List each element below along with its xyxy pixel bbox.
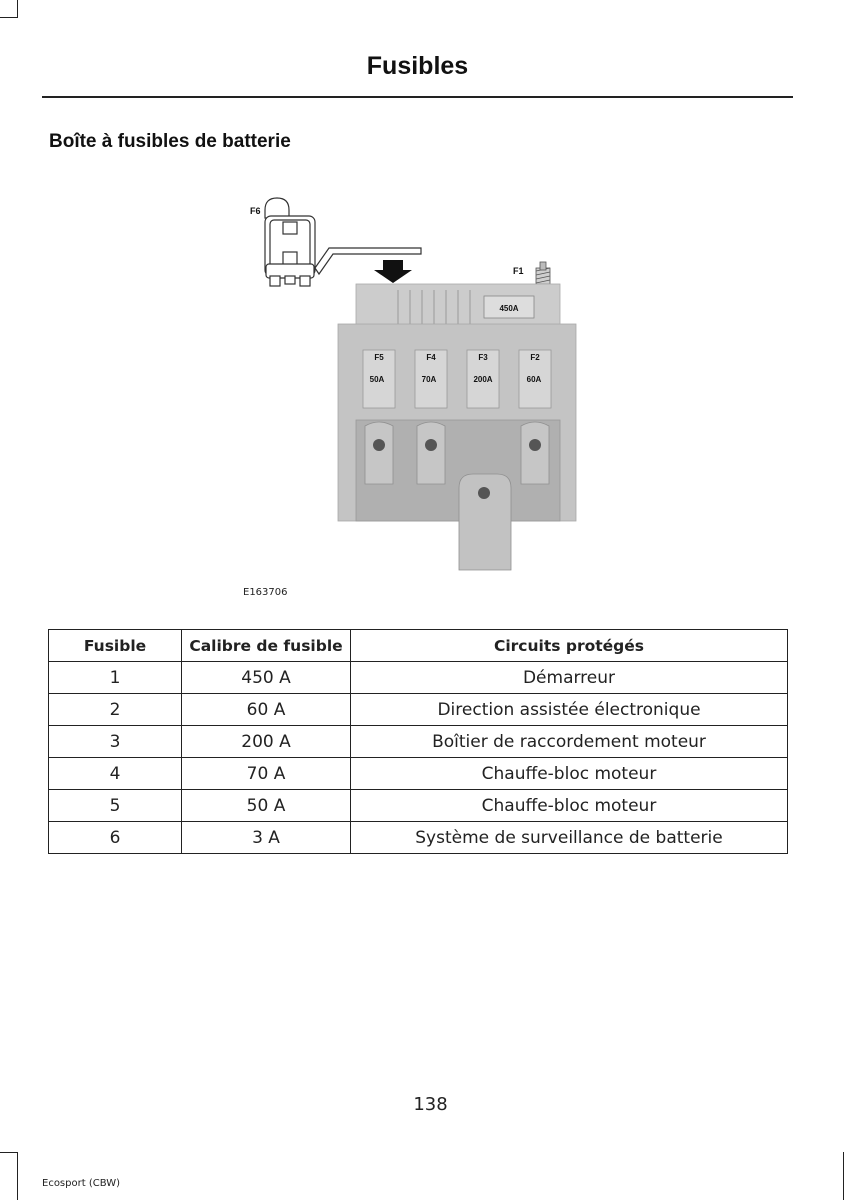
crop-mark-top-left-h bbox=[0, 17, 18, 18]
main-fuse-rating: 450A bbox=[499, 304, 519, 313]
fuse-slot-f3 bbox=[467, 350, 499, 408]
fuse-slot-rating: 60A bbox=[526, 375, 542, 384]
fuse-slot-id: F2 bbox=[530, 353, 540, 362]
column-header-circuits: Circuits protégés bbox=[351, 630, 788, 662]
cell-circuit: Chauffe-bloc moteur bbox=[351, 758, 788, 790]
footer-model-label: Ecosport (CBW) bbox=[42, 1178, 120, 1189]
fuse-slot-rating: 50A bbox=[369, 375, 385, 384]
crop-mark-top-left bbox=[17, 0, 18, 18]
cell-fuse-number: 1 bbox=[49, 662, 182, 694]
cell-circuit: Boîtier de raccordement moteur bbox=[351, 726, 788, 758]
fuse-slot-f2 bbox=[519, 350, 551, 408]
table-row bbox=[49, 790, 788, 822]
battery-fuse-box-diagram bbox=[230, 190, 610, 610]
fuse-slot-id: F3 bbox=[478, 353, 488, 362]
battery-terminal-tab bbox=[459, 474, 511, 570]
fuse-slot-rating: 70A bbox=[421, 375, 437, 384]
cell-fuse-rating: 450 A bbox=[182, 662, 351, 694]
cell-fuse-number: 2 bbox=[49, 694, 182, 726]
crop-mark-bottom-left-h bbox=[0, 1152, 18, 1153]
fuse-label-f1: F1 bbox=[513, 266, 524, 276]
cell-circuit: Chauffe-bloc moteur bbox=[351, 790, 788, 822]
crop-mark-bottom-left bbox=[17, 1152, 18, 1200]
header-rule bbox=[42, 96, 793, 98]
cell-circuit: Direction assistée électronique bbox=[351, 694, 788, 726]
cell-circuit: Démarreur bbox=[351, 662, 788, 694]
cell-fuse-rating: 200 A bbox=[182, 726, 351, 758]
cell-fuse-rating: 60 A bbox=[182, 694, 351, 726]
cell-fuse-rating: 50 A bbox=[182, 790, 351, 822]
section-title: Boîte à fusibles de batterie bbox=[49, 131, 291, 152]
cell-fuse-rating: 3 A bbox=[182, 822, 351, 854]
figure-code: E163706 bbox=[243, 587, 288, 598]
table-row bbox=[49, 822, 788, 854]
fuse-label-f6: F6 bbox=[250, 206, 261, 216]
down-arrow-icon bbox=[374, 260, 412, 283]
fuse-slot-f5 bbox=[363, 350, 395, 408]
fuse-slot-f4 bbox=[415, 350, 447, 408]
table-row bbox=[49, 694, 788, 726]
table-header-row bbox=[49, 630, 788, 662]
cell-fuse-number: 6 bbox=[49, 822, 182, 854]
table-row bbox=[49, 726, 788, 758]
table-row bbox=[49, 662, 788, 694]
column-header-calibre: Calibre de fusible bbox=[182, 630, 351, 662]
table-row bbox=[49, 758, 788, 790]
cell-fuse-number: 4 bbox=[49, 758, 182, 790]
f1-terminal-stud bbox=[536, 262, 550, 284]
cell-fuse-rating: 70 A bbox=[182, 758, 351, 790]
fuse-table bbox=[48, 629, 788, 854]
page-number: 138 bbox=[413, 1094, 448, 1115]
column-header-fusible: Fusible bbox=[49, 630, 182, 662]
cell-circuit: Système de surveillance de batterie bbox=[351, 822, 788, 854]
cell-fuse-number: 3 bbox=[49, 726, 182, 758]
fuse-slot-rating: 200A bbox=[473, 375, 493, 384]
fuse-slot-id: F4 bbox=[426, 353, 436, 362]
fuse-slot-id: F5 bbox=[374, 353, 384, 362]
cell-fuse-number: 5 bbox=[49, 790, 182, 822]
crop-mark-bottom-right bbox=[843, 1152, 844, 1200]
page-title: Fusibles bbox=[366, 52, 469, 80]
